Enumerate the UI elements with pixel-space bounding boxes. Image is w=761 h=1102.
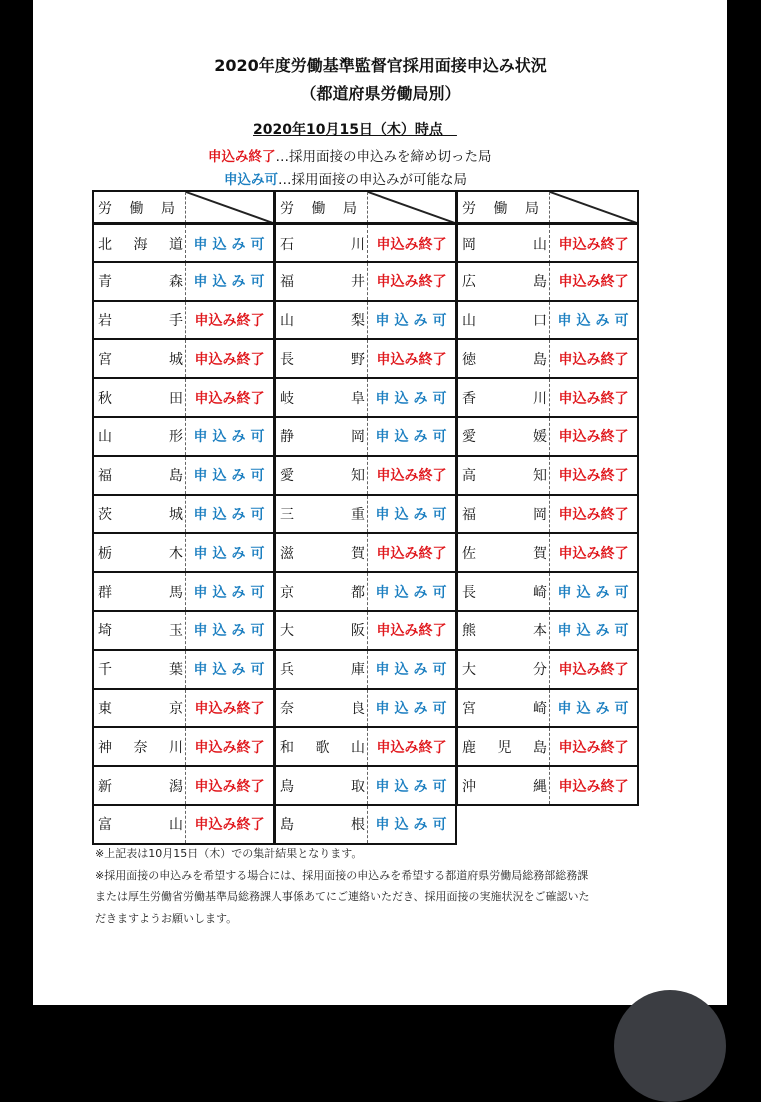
bureau-name [94, 379, 185, 416]
floating-action-button[interactable] [614, 990, 726, 1102]
bureau-name [94, 806, 185, 843]
legend-closed-description: …採用面接の申込みを締め切った局 [275, 149, 492, 165]
table-row [276, 494, 455, 533]
table-row [94, 261, 273, 300]
status-badge: 申込み可 [367, 573, 455, 610]
bureau-name-char: 和 [280, 739, 294, 756]
status-badge: 申込み終了 [549, 263, 637, 300]
status-badge: 申込み終了 [549, 534, 637, 571]
bureau-name-char: 岡 [462, 236, 476, 253]
bureau-name-char: 鹿 [462, 739, 476, 756]
status-badge: 申込み終了 [549, 651, 637, 688]
header-char: 局 [161, 200, 175, 217]
status-badge: 申込み終了 [549, 225, 637, 263]
legend-open-label: 申込み可 [224, 172, 278, 188]
bureau-name-char: 山 [98, 429, 112, 446]
bureau-name-char: 鳥 [280, 778, 294, 795]
bureau-name-char: 知 [351, 468, 365, 485]
bureau-name-char: 大 [462, 662, 476, 679]
bureau-name-char: 田 [169, 390, 183, 407]
header-char: 働 [493, 200, 508, 217]
bureau-name [276, 225, 367, 263]
legend-closed [208, 145, 492, 165]
table-row [458, 222, 637, 263]
table-row [94, 416, 273, 455]
bureau-name [458, 379, 549, 416]
table-row [94, 455, 273, 494]
bureau-name-char: 青 [98, 274, 112, 291]
bureau-name-char: 海 [133, 236, 148, 253]
bureau-name-char: 愛 [462, 429, 476, 446]
bureau-name-char: 賀 [533, 545, 547, 562]
bureau-name-char: 川 [169, 739, 183, 756]
status-badge: 申込み可 [549, 573, 637, 610]
table-row [458, 649, 637, 688]
status-badge: 申込み可 [185, 534, 273, 571]
table-row [276, 726, 455, 765]
bureau-name-char: 福 [98, 468, 112, 485]
bureau-name-char: 京 [280, 584, 294, 601]
status-badge: 申込み可 [367, 806, 455, 843]
status-badge: 申込み終了 [185, 806, 273, 843]
bureau-name-char: 奈 [133, 739, 148, 756]
status-badge: 申込み可 [185, 651, 273, 688]
bureau-name [458, 225, 549, 263]
bureau-name-char: 宮 [98, 351, 112, 368]
table-row [276, 261, 455, 300]
bureau-name [94, 728, 185, 765]
bureau-name-char: 山 [351, 739, 365, 756]
bureau-name-char: 静 [280, 429, 294, 446]
status-badge: 申込み可 [367, 302, 455, 339]
bureau-name-char: 山 [280, 312, 294, 329]
table-header [458, 192, 637, 223]
table-row [458, 765, 637, 804]
bureau-name-char: 山 [462, 312, 476, 329]
footnote: ※上記表は10月15日（木）での集計結果となります。 [95, 847, 363, 860]
table-row [276, 222, 455, 263]
status-badge: 申込み終了 [367, 728, 455, 765]
bureau-name-char: 滋 [280, 545, 294, 562]
bureau-name [276, 340, 367, 377]
bureau-name [94, 263, 185, 300]
header-char: 労 [280, 200, 294, 217]
bureau-name-char: 富 [98, 817, 112, 834]
bureau-name [276, 651, 367, 688]
bureau-name-char: 宮 [462, 700, 476, 717]
bureau-name-char: 児 [497, 739, 512, 756]
bureau-name [94, 418, 185, 455]
bureau-name-char: 石 [280, 236, 294, 253]
bureau-name-char: 栃 [98, 545, 112, 562]
bureau-name-char: 島 [533, 739, 547, 756]
page-title: 2020年度労働基準監督官採用面接申込み状況 [214, 56, 547, 75]
bureau-name-char: 手 [169, 312, 183, 329]
table-row [276, 455, 455, 494]
header-char: 労 [98, 200, 112, 217]
status-badge: 申込み終了 [367, 225, 455, 263]
bureau-name-char: 城 [169, 351, 183, 368]
bureau-name-char: 都 [351, 584, 365, 601]
bureau-name-char: 崎 [533, 584, 547, 601]
status-badge: 申込み可 [367, 496, 455, 533]
bureau-name-char: 良 [351, 700, 365, 717]
footnotes [95, 843, 655, 929]
header-char: 労 [462, 200, 476, 217]
table-row [276, 804, 455, 843]
table-row [276, 532, 455, 571]
status-badge: 申込み可 [185, 612, 273, 649]
bureau-name [94, 690, 185, 727]
status-badge: 申込み終了 [185, 728, 273, 765]
bureau-name-char: 岡 [351, 429, 365, 446]
status-badge: 申込み終了 [185, 767, 273, 804]
status-badge: 申込み可 [367, 379, 455, 416]
table-row [94, 222, 273, 263]
table-row [276, 765, 455, 804]
bureau-name [458, 728, 549, 765]
header-char: 局 [343, 200, 357, 217]
diagonal-header-cell [367, 192, 455, 223]
table-row [458, 455, 637, 494]
bureau-name [458, 340, 549, 377]
bureau-name [276, 263, 367, 300]
bureau-name-char: 島 [280, 817, 294, 834]
header-bureau-label [94, 192, 185, 223]
bureau-name-char: 媛 [533, 429, 547, 446]
header-bureau-label [458, 192, 549, 223]
footnote: または厚生労働省労働基準局総務課人事係あてにご連絡いただき、採用面接の実施状況をご確認いた [95, 890, 590, 903]
footnote: だきますようお願いします。 [95, 911, 238, 925]
bureau-name [94, 457, 185, 494]
bureau-name [458, 457, 549, 494]
bureau-name [276, 534, 367, 571]
bureau-name-char: 北 [98, 236, 112, 253]
bureau-name-char: 潟 [169, 778, 183, 795]
bureau-name [94, 340, 185, 377]
status-badge: 申込み終了 [185, 302, 273, 339]
table-row [458, 688, 637, 727]
bureau-name [94, 651, 185, 688]
bureau-name-char: 広 [462, 274, 476, 291]
footnote: ※採用面接の申込みを希望する場合には、採用面接の申込みを希望する都道府県労働局総務部総務課 [95, 868, 589, 882]
bureau-name-char: 縄 [533, 778, 547, 795]
table-row [94, 494, 273, 533]
table-row [276, 416, 455, 455]
bureau-name-char: 埼 [98, 623, 112, 640]
bureau-name [94, 767, 185, 804]
bureau-name-char: 岩 [98, 312, 112, 329]
bureau-name [458, 573, 549, 610]
header-char: 働 [129, 200, 144, 217]
bureau-name-char: 岐 [280, 390, 294, 407]
table-row [458, 300, 637, 339]
table-row [458, 610, 637, 649]
legend-open [224, 168, 467, 188]
bureau-name-char: 沖 [462, 778, 476, 795]
bureau-name [94, 225, 185, 263]
bureau-name [94, 496, 185, 533]
bureau-name-char: 川 [533, 390, 547, 407]
status-badge: 申込み終了 [185, 340, 273, 377]
bureau-name [276, 806, 367, 843]
bureau-name-char: 井 [351, 274, 365, 291]
bureau-name-char: 島 [169, 468, 183, 485]
bureau-name-char: 木 [169, 545, 183, 562]
bureau-name [458, 263, 549, 300]
status-badge: 申込み終了 [549, 379, 637, 416]
bureau-name-char: 阜 [351, 390, 365, 407]
bureau-name [276, 496, 367, 533]
bureau-name-char: 三 [280, 506, 294, 523]
table-row [276, 338, 455, 377]
bureau-name-char: 千 [98, 662, 112, 679]
bureau-name-char: 重 [351, 506, 365, 523]
status-badge: 申込み可 [367, 690, 455, 727]
bureau-name-char: 川 [351, 236, 365, 253]
bureau-name-char: 島 [533, 274, 547, 291]
bureau-name-char: 庫 [351, 662, 365, 679]
status-badge: 申込み終了 [185, 690, 273, 727]
header-bureau-label [276, 192, 367, 223]
as-of-date: 2020年10月15日（木）時点 [253, 122, 457, 138]
status-badge: 申込み終了 [367, 612, 455, 649]
table-row [94, 688, 273, 727]
status-badge: 申込み終了 [549, 340, 637, 377]
table-row [458, 571, 637, 610]
bureau-name-char: 神 [98, 739, 112, 756]
table-row [94, 765, 273, 804]
bureau-name-char: 玉 [169, 623, 183, 640]
bureau-name-char: 大 [280, 623, 294, 640]
bureau-name [458, 690, 549, 727]
bureau-name-char: 兵 [280, 662, 294, 679]
status-badge: 申込み可 [367, 651, 455, 688]
table-row [94, 377, 273, 416]
bureau-name-char: 佐 [462, 545, 476, 562]
table-row [458, 338, 637, 377]
bureau-name-char: 高 [462, 468, 476, 485]
status-badge: 申込み可 [549, 302, 637, 339]
bureau-name-char: 阪 [351, 623, 365, 640]
status-badge: 申込み可 [185, 225, 273, 263]
header-char: 働 [311, 200, 326, 217]
table-row [276, 649, 455, 688]
bureau-name-char: 山 [169, 817, 183, 834]
status-badge: 申込み終了 [549, 457, 637, 494]
bureau-name-char: 形 [169, 429, 183, 446]
bureau-name [458, 767, 549, 804]
table-row [94, 571, 273, 610]
status-badge: 申込み終了 [549, 418, 637, 455]
bureau-name-char: 新 [98, 778, 112, 795]
bureau-name-char: 歌 [315, 739, 330, 756]
bureau-name-char: 取 [351, 778, 365, 795]
status-badge: 申込み可 [367, 418, 455, 455]
bureau-name [458, 651, 549, 688]
table-header [94, 192, 273, 223]
table-row [94, 649, 273, 688]
bureau-name [276, 573, 367, 610]
bureau-name-char: 賀 [351, 545, 365, 562]
status-badge: 申込み可 [549, 690, 637, 727]
bureau-name-char: 長 [280, 351, 294, 368]
diagonal-header-cell [549, 192, 637, 223]
table-row [458, 494, 637, 533]
bureau-name-char: 愛 [280, 468, 294, 485]
bureau-name-char: 葉 [169, 662, 183, 679]
table-row [276, 610, 455, 649]
diagonal-header-cell [185, 192, 273, 223]
table-row [458, 377, 637, 416]
bureau-name-char: 崎 [533, 700, 547, 717]
bureau-table [456, 190, 639, 806]
bureau-name-char: 野 [351, 351, 365, 368]
bureau-name-char: 馬 [169, 584, 183, 601]
bureau-name-char: 東 [98, 700, 112, 717]
table-header [276, 192, 455, 223]
status-badge: 申込み終了 [367, 457, 455, 494]
bureau-name [458, 534, 549, 571]
bureau-name [458, 302, 549, 339]
table-row [458, 532, 637, 571]
bureau-table [274, 190, 457, 845]
status-badge: 申込み可 [185, 573, 273, 610]
legend-closed-label: 申込み終了 [208, 149, 276, 165]
bureau-name-char: 梨 [351, 312, 365, 329]
bureau-name [276, 690, 367, 727]
bureau-name-char: 島 [533, 351, 547, 368]
status-badge: 申込み可 [549, 612, 637, 649]
status-badge: 申込み可 [185, 418, 273, 455]
status-badge: 申込み可 [185, 496, 273, 533]
bureau-name [94, 302, 185, 339]
status-badge: 申込み可 [367, 767, 455, 804]
bureau-name-char: 根 [351, 817, 365, 834]
table-row [94, 726, 273, 765]
table-row [276, 571, 455, 610]
table-row [458, 726, 637, 765]
bureau-name-char: 福 [462, 506, 476, 523]
bureau-name-char: 長 [462, 584, 476, 601]
bureau-name [94, 573, 185, 610]
page-subtitle: （都道府県労働局別） [300, 84, 461, 103]
bureau-name-char: 本 [533, 623, 547, 640]
bureau-name-char: 岡 [533, 506, 547, 523]
bureau-name [94, 534, 185, 571]
table-row [94, 804, 273, 843]
legend-open-description: …採用面接の申込みが可能な局 [278, 172, 467, 188]
bureau-name-char: 分 [533, 662, 547, 679]
status-badge: 申込み終了 [185, 379, 273, 416]
bureau-table [92, 190, 275, 845]
bureau-name-char: 森 [169, 274, 183, 291]
table-row [94, 610, 273, 649]
bureau-name-char: 福 [280, 274, 294, 291]
bureau-name-char: 秋 [98, 390, 112, 407]
table-row [458, 416, 637, 455]
table-row [94, 338, 273, 377]
status-badge: 申込み終了 [367, 263, 455, 300]
table-row [276, 377, 455, 416]
status-badge: 申込み終了 [367, 340, 455, 377]
status-badge: 申込み終了 [549, 767, 637, 804]
bureau-name-char: 口 [533, 312, 547, 329]
bureau-name [276, 457, 367, 494]
bureau-name-char: 山 [533, 236, 547, 253]
table-row [276, 300, 455, 339]
bureau-name [276, 302, 367, 339]
bureau-name [276, 728, 367, 765]
table-row [94, 300, 273, 339]
bureau-name [276, 418, 367, 455]
bureau-name [276, 767, 367, 804]
bureau-name [276, 612, 367, 649]
bureau-name-char: 知 [533, 468, 547, 485]
bureau-name-char: 群 [98, 584, 112, 601]
status-badge: 申込み可 [185, 263, 273, 300]
status-badge: 申込み終了 [549, 728, 637, 765]
status-badge: 申込み終了 [367, 534, 455, 571]
bureau-name [458, 612, 549, 649]
bureau-name [458, 496, 549, 533]
bureau-name-char: 奈 [280, 700, 294, 717]
bureau-name [276, 379, 367, 416]
table-row [458, 261, 637, 300]
bureau-name [94, 612, 185, 649]
bureau-name-char: 徳 [462, 351, 476, 368]
bureau-name-char: 京 [169, 700, 183, 717]
header-char: 局 [525, 200, 539, 217]
bureau-name-char: 道 [169, 236, 183, 253]
bureau-name-char: 香 [462, 390, 476, 407]
bureau-name [458, 418, 549, 455]
table-row [94, 532, 273, 571]
status-badge: 申込み終了 [549, 496, 637, 533]
table-row [276, 688, 455, 727]
bureau-name-char: 茨 [98, 506, 112, 523]
bureau-name-char: 熊 [462, 623, 476, 640]
bureau-name-char: 城 [169, 506, 183, 523]
status-badge: 申込み可 [185, 457, 273, 494]
